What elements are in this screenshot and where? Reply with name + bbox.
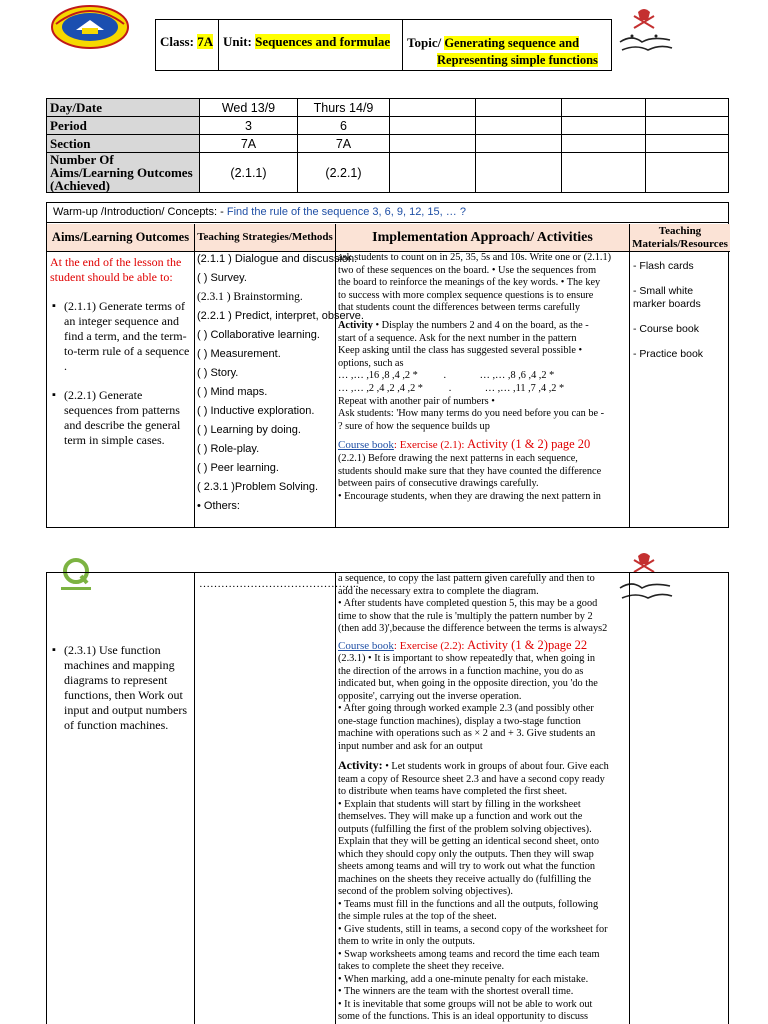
topic-cell: Topic/ Generating sequence and Representing simple functions [407, 35, 598, 67]
material-item: - Practice book [633, 348, 704, 360]
warmup-question: Find the rule of the sequence 3, 6, 9, 12, 15, … ? [226, 206, 466, 218]
aims-header: Aims/Learning Outcomes [47, 224, 194, 252]
warmup-row: Warm-up /Introduction/ Concepts: - Find the rule of the sequence 3, 6, 9, 12, 15, … ? [47, 203, 728, 223]
course-book-link[interactable]: Course book [338, 439, 394, 452]
material-item: - Flash cards [633, 260, 694, 272]
strategies-column: …………………………………….. [195, 573, 336, 1024]
topic-value-2: Representing simple functions [437, 53, 598, 67]
oman-crest-icon [612, 6, 676, 56]
material-item: - Course book [633, 323, 699, 335]
aims-intro: At the end of the lesson the student should be able to: [50, 255, 182, 284]
unit-cell: Unit: Sequences and formulae [219, 20, 403, 70]
schedule-table [46, 98, 729, 193]
strategy-item: (2.2.1 ) Predict, interpret, observe. [197, 310, 364, 322]
table-row: Period 3 6 [47, 117, 729, 135]
table-row: Day/Date Wed 13/9 Thurs 14/9 [47, 99, 729, 117]
aim-item: ▪ (2.3.1) Use function machines and mapping diagrams to represent functions, then Work out input and output numbers of function machines. [50, 643, 191, 733]
implementation-header: Implementation Approach/ Activities [336, 224, 629, 252]
lesson-plan-grid [46, 202, 729, 528]
materials-header: Teaching Materials/Resources [630, 224, 730, 252]
strategy-item: ( ) Role-play. [197, 443, 260, 455]
material-item: - Small white marker boards [633, 285, 701, 310]
strategy-item: (2.3.1 ) Brainstorming. [197, 291, 303, 303]
school-logo-icon [50, 4, 130, 50]
strategy-item: ( ) Learning by doing. [197, 424, 301, 436]
implementation-column: Implementation Approach/ Activities ask students to count on in 25, 35, 5s and 10s. Write one or (2.1.1) two of these sequences on the board. • Use the sequences from the board to reinforce the meanings of the key words. • The key to success with more complex sequence questions is to ensure that students count the differences between terms carefully Activity • Display the numbers 2 and 4 on the board, as the - start of a sequence. Ask for the next number in the pattern Keep asking until the class has suggested several possible • options, such as … ,… ,16 ,8 ,4 ,2 * . … ,… ,8 ,6 ,4 ,2 * … ,… ,2 ,4 ,2 ,4 ,2 * . … ,… ,11 ,7 ,4 ,2 * Repeat with another pair of numbers • Ask students: 'How many terms do you need before you can be - ? sure of how the sequence builds up Course book: Exercise (2.1): Activity (1 & 2) page 20 (2.2.1) Before drawing the next patterns in each sequence, students should make sure that they have counted the difference between pairs of consecutive drawings carefully. • Encourage students, when they are drawing the next pattern in [336, 224, 630, 527]
aim-item: ▪ (2.2.1) Generate sequences from patterns and describe the general term in simple cases. [50, 388, 191, 448]
lesson-plan-grid-continued [46, 572, 729, 1024]
strategy-item: ( ) Mind maps. [197, 386, 268, 398]
aims-column [47, 573, 195, 1024]
table-row: Number Of Aims/Learning Outcomes (Achieved) (2.1.1) (2.2.1) [47, 153, 729, 193]
class-cell: Class: 7A [156, 20, 219, 70]
topic-value-1: Generating sequence and [444, 36, 580, 50]
strategy-item: ( ) Story. [197, 367, 239, 379]
aims-column [47, 224, 195, 527]
implementation-column: a sequence, to copy the last pattern given carefully and then to add the necessary extra to complete the diagram. • After students have completed question 5, this may be a good time to show that the rule is 'multiply the pattern number by 2 (then add 3)',because the difference between the terms is always2 Course book: Exercise (2.2): Activity (1 & 2)page 22 (2.3.1) • It is important to show repeatedly that, when going in the direction of the arrows in a function machine, you do as indicated but, when going in the opposite direction, you 'do the opposite', carrying out the inverse operation. • After going through worked example 2.3 (and possibly other one-stage function machines), display a two-stage function machine with operations such as × 2 and + 3. Give students an input number and ask for an output Activity: • Let students work in groups of about four. Give each team a copy of Resource sheet 2.3 and have a second copy ready to distribute when teams have completed the first sheet. • Explain that students will start by filling in the worksheet themselves. They will make up a function and work out the outputs (fulfilling the first of the problem solving objectives). Explain that they will be getting an identical second sheet, onto which they should copy only the outputs. Then they will swap sheets among teams and will try to work out what the function machines on the sheets they receive actually do (fulfilling the second of the problem solving objectives). • Teams must fill in the functions and all the outputs, following the simple rules at the top of the sheet. • Give students, still in teams, a second copy of the worksheet for them to write in only the outputs. • Swap worksheets among teams and record the time each team takes to complete the sheet they receive. • When marking, add a one-minute penalty for each mistake. • The winners are the team with the shortest overall time. • It is inevitable that some groups will not be able to work out some of the functions. This is an ideal opportunity to discuss [336, 573, 630, 1024]
strategy-item: ( ) Peer learning. [197, 462, 279, 474]
aim-item: ▪ (2.1.1) Generate terms of an integer sequence and find a term, and the term-to-term rule of a sequence . [50, 299, 191, 374]
strategies-header: Teaching Strategies/Methods [195, 224, 335, 252]
strategy-item: • Others: [197, 500, 240, 512]
materials-column [630, 224, 730, 527]
strategy-item: ( ) Collaborative learning. [197, 329, 320, 341]
course-book-link[interactable]: Course book [338, 639, 394, 652]
strategy-item: (2.1.1 ) Dialogue and discussion. [197, 253, 358, 265]
strategies-column [195, 224, 364, 527]
unit-value: Sequences and formulae [255, 34, 391, 49]
class-value: 7A [197, 34, 214, 49]
lesson-header [155, 19, 612, 71]
strategy-item: ( ) Measurement. [197, 348, 281, 360]
strategy-item: ( ) Survey. [197, 272, 247, 284]
table-row: Section 7A 7A [47, 135, 729, 153]
page-gap [0, 530, 768, 550]
strategy-item: ( ) Inductive exploration. [197, 405, 315, 417]
materials-column [630, 573, 730, 1024]
strategy-item: ( 2.3.1 )Problem Solving. [197, 481, 319, 493]
